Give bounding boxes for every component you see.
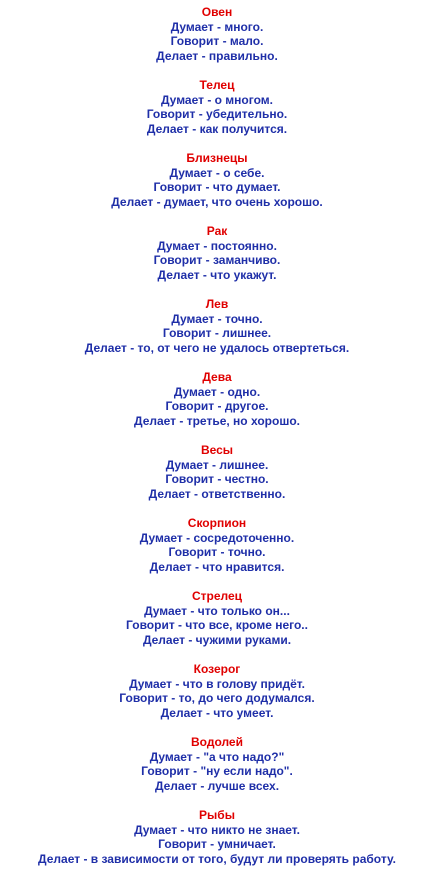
sign-block-gemini	[0, 151, 434, 224]
sign-thinks: Думает - что никто не знает.	[134, 822, 300, 837]
sign-says: Говорит - "ну если надо".	[141, 764, 293, 778]
sign-says: Говорит - то, до чего додумался.	[119, 691, 315, 705]
sign-block-libra	[0, 443, 434, 516]
sign-says: Говорит - умничает.	[158, 837, 276, 851]
sign-block-sagittarius	[0, 589, 434, 662]
sign-block-aquarius	[0, 735, 434, 808]
sign-title: Весы	[200, 443, 234, 457]
sign-does: Делает - как получится.	[146, 121, 288, 136]
sign-does: Делает - третье, но хорошо.	[134, 413, 300, 428]
sign-thinks: Думает - лишнее.	[165, 457, 269, 472]
sign-title: Лев	[205, 297, 229, 311]
sign-says: Говорит - заманчиво.	[153, 253, 281, 267]
sign-block-aries	[0, 5, 434, 78]
sign-says: Говорит - что все, кроме него..	[126, 618, 308, 632]
sign-title: Козерог	[193, 662, 241, 676]
sign-says: Говорит - другое.	[165, 399, 269, 413]
sign-does: Делает - что укажут.	[157, 267, 277, 282]
sign-title: Близнецы	[186, 151, 248, 165]
sign-thinks: Думает - точно.	[171, 311, 263, 326]
sign-block-pisces	[0, 808, 434, 881]
sign-title: Овен	[201, 5, 233, 19]
sign-does: Делает - правильно.	[156, 48, 278, 63]
sign-title: Водолей	[190, 735, 243, 749]
sign-thinks: Думает - "а что надо?"	[149, 749, 285, 764]
sign-thinks: Думает - постоянно.	[157, 238, 277, 253]
sign-does: Делает - что нравится.	[149, 559, 285, 574]
sign-title: Рак	[206, 224, 228, 238]
sign-block-capricorn	[0, 662, 434, 735]
sign-says: Говорит - честно.	[165, 472, 269, 486]
sign-thinks: Думает - что только он...	[144, 603, 290, 618]
sign-does: Делает - то, от чего не удалось отвертеться.	[84, 340, 350, 355]
sign-says: Говорит - убедительно.	[146, 107, 288, 121]
sign-says: Говорит - что думает.	[153, 180, 281, 194]
sign-block-virgo	[0, 370, 434, 443]
sign-thinks: Думает - много.	[170, 19, 264, 34]
sign-thinks: Думает - сосредоточенно.	[139, 530, 295, 545]
sign-block-cancer	[0, 224, 434, 297]
sign-does: Делает - в зависимости от того, будут ли проверять работу.	[38, 851, 396, 866]
sign-title: Стрелец	[191, 589, 243, 603]
sign-thinks: Думает - о себе.	[169, 165, 265, 180]
sign-does: Делает - чужими руками.	[142, 632, 292, 647]
sign-says: Говорит - точно.	[168, 545, 266, 559]
sign-block-scorpio	[0, 516, 434, 589]
sign-thinks: Думает - о многом.	[160, 92, 273, 107]
sign-thinks: Думает - одно.	[173, 384, 261, 399]
sign-title: Дева	[202, 370, 232, 384]
sign-does: Делает - что умеет.	[160, 705, 274, 720]
sign-block-leo	[0, 297, 434, 370]
sign-says: Говорит - лишнее.	[162, 326, 272, 340]
sign-block-taurus	[0, 78, 434, 151]
sign-title: Телец	[199, 78, 235, 92]
sign-does: Делает - думает, что очень хорошо.	[111, 194, 323, 209]
sign-title: Скорпион	[187, 516, 247, 530]
sign-does: Делает - ответственно.	[148, 486, 286, 501]
sign-says: Говорит - мало.	[170, 34, 264, 48]
sign-thinks: Думает - что в голову придёт.	[129, 676, 305, 691]
sign-does: Делает - лучше всех.	[154, 778, 280, 793]
sign-title: Рыбы	[199, 808, 235, 822]
